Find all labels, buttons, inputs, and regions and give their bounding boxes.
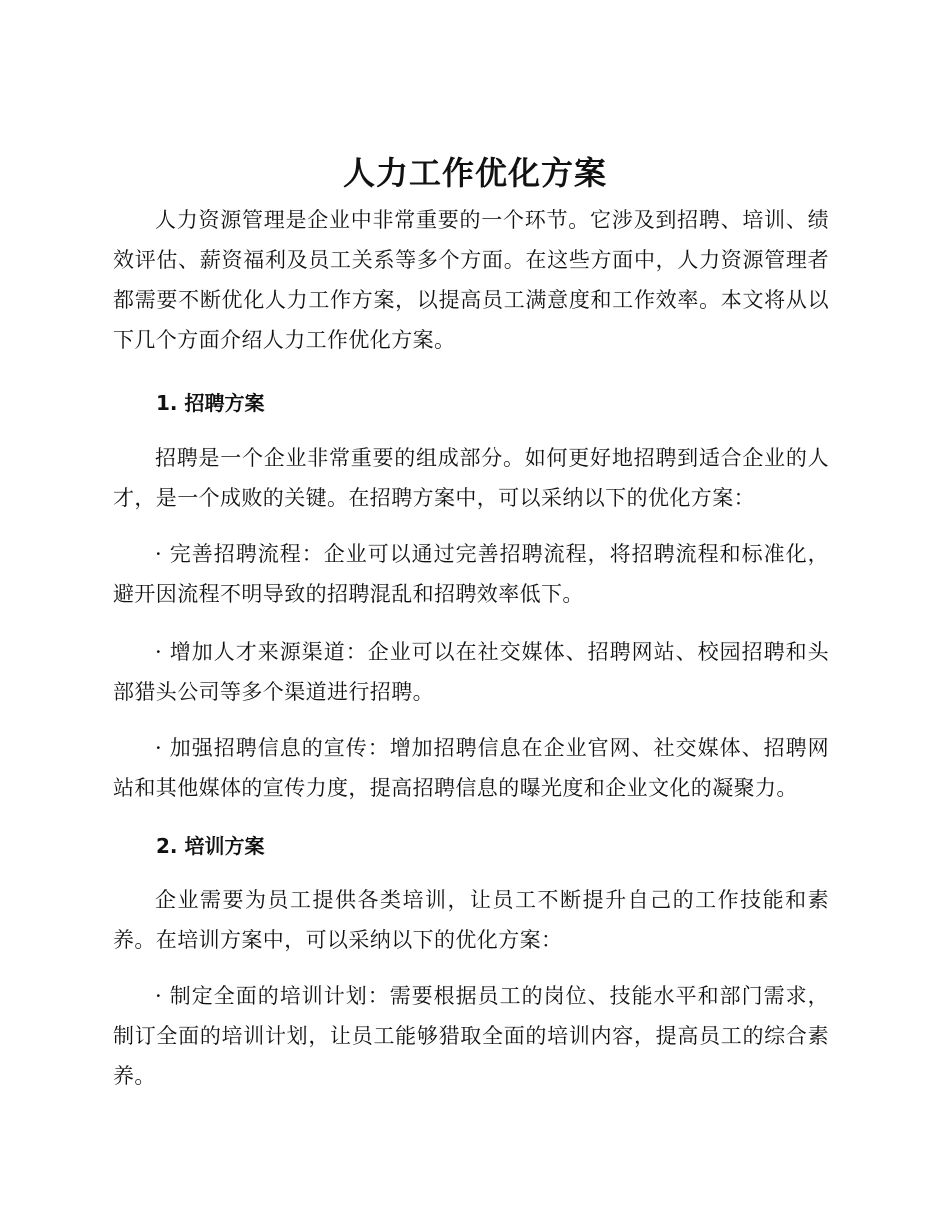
section-heading-recruitment: 1. 招聘方案 — [156, 391, 265, 415]
training-bullet-plan: · 制定全面的培训计划：需要根据员工的岗位、技能水平和部门需求，制订全面的培训计划，让员工能够猎取全面的培训内容，提高员工的综合素养。 — [113, 984, 829, 1088]
recruitment-bullet-process: · 完善招聘流程：企业可以通过完善招聘流程，将招聘流程和标准化，避开因流程不明导致的招聘混乱和招聘效率低下。 — [113, 542, 829, 606]
recruitment-paragraph: 招聘是一个企业非常重要的组成部分。如何更好地招聘到适合企业的人才，是一个成败的关键。在招聘方案中，可以采纳以下的优化方案： — [113, 446, 829, 510]
recruitment-bullet-promotion: · 加强招聘信息的宣传：增加招聘信息在企业官网、社交媒体、招聘网站和其他媒体的宣传力度，提高招聘信息的曝光度和企业文化的凝聚力。 — [113, 736, 829, 800]
intro-paragraph: 人力资源管理是企业中非常重要的一个环节。它涉及到招聘、培训、绩效评估、薪资福利及员工关系等多个方面。在这些方面中，人力资源管理者都需要不断优化人力工作方案，以提高员工满意度和工作效率。本文将从以下几个方面介绍人力工作优化方案。 — [113, 208, 829, 352]
document-title: 人力工作优化方案 — [342, 154, 607, 192]
section-heading-training: 2. 培训方案 — [156, 834, 265, 858]
recruitment-bullet-channels: · 增加人才来源渠道：企业可以在社交媒体、招聘网站、校园招聘和头部猎头公司等多个渠道进行招聘。 — [113, 640, 829, 704]
training-paragraph: 企业需要为员工提供各类培训，让员工不断提升自己的工作技能和素养。在培训方案中，可以采纳以下的优化方案： — [113, 888, 829, 952]
